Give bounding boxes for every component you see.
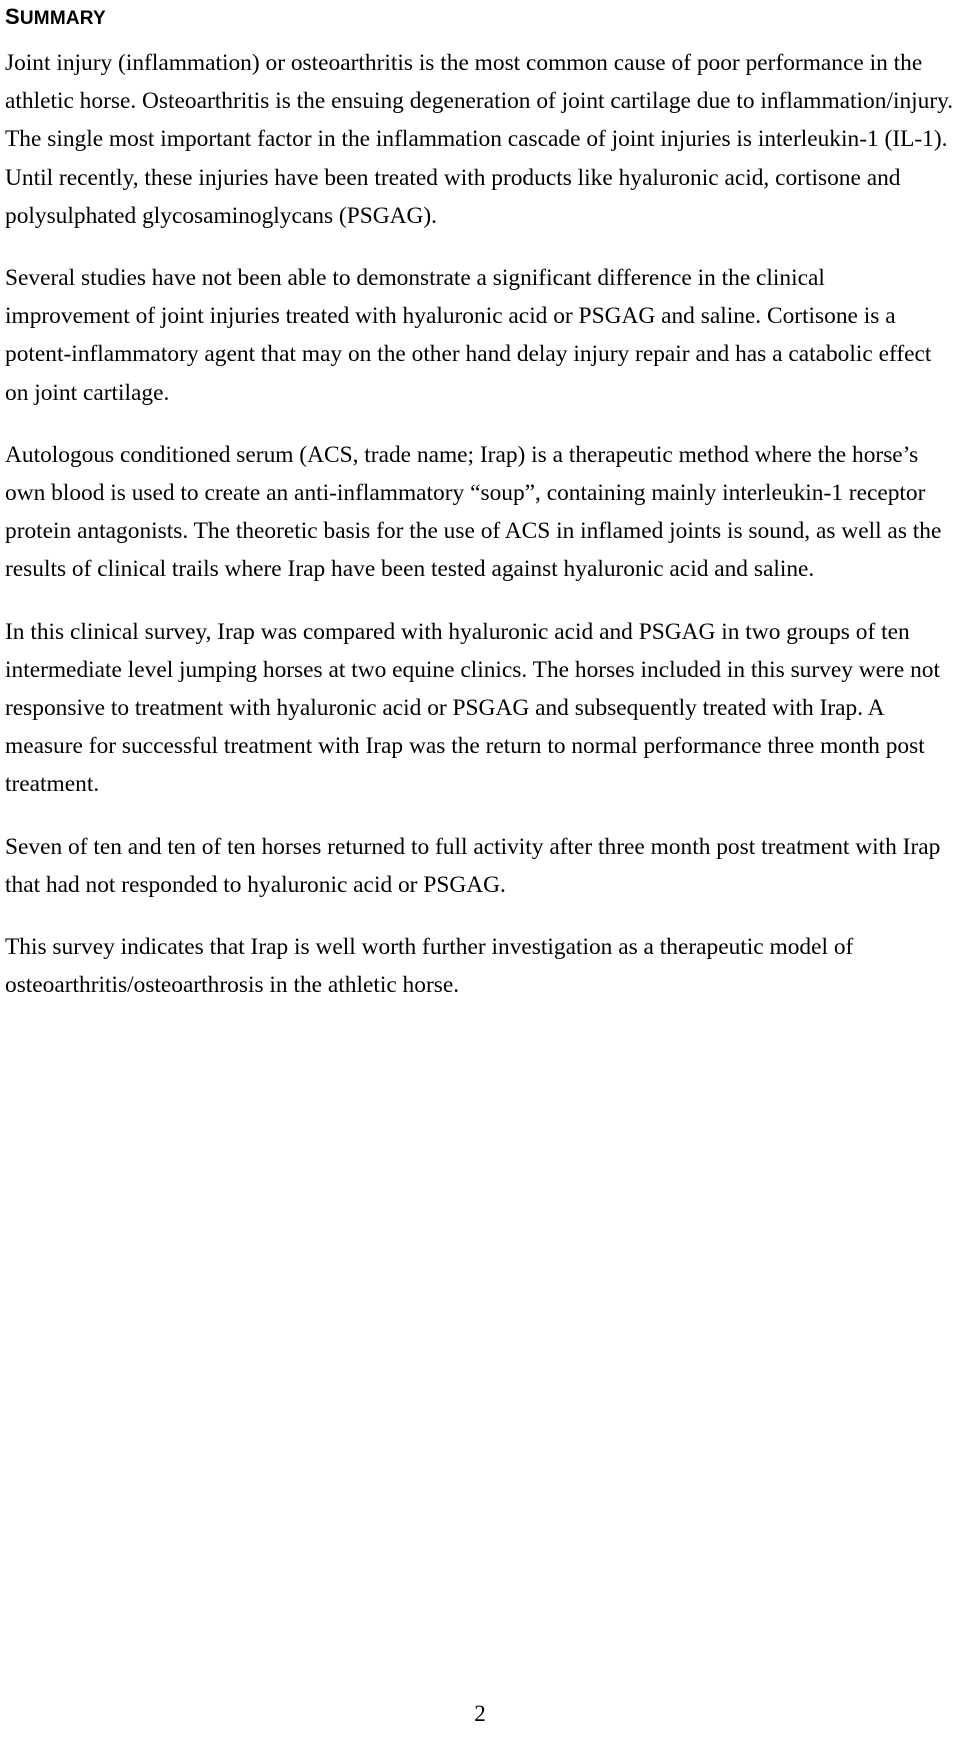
- paragraph-prior-studies: Several studies have not been able to demonstrate a significant difference in the clinical improvement of joint injuries treated with hyaluronic acid or PSGAG and saline. Cortisone is a potent-inflammatory agent that may on the other hand delay injury repair and has a catabolic effect on joint cartilage.: [5, 265, 932, 406]
- paragraph-clinical-survey: In this clinical survey, Irap was compared with hyaluronic acid and PSGAG in two groups of ten intermediate level jumping horses at two equine clinics. The horses included in this survey were not responsive to treatment with hyaluronic acid or PSGAG and subsequently treated with Irap. A measure for successful treatment with Irap was the return to normal performance three month post treatment.: [5, 618, 940, 798]
- section-heading: [5, 4, 106, 32]
- paragraph-results: Seven of ten and ten of ten horses returned to full activity after three month post treatment with Irap that had not responded to hyaluronic acid or PSGAG.: [5, 833, 941, 898]
- section-heading-initial: S: [5, 4, 20, 29]
- paragraph-acs-method: Autologous conditioned serum (ACS, trade name; Irap) is a therapeutic method where the horse’s own blood is used to create an anti-inflammatory “soup”, containing mainly interleukin-1 receptor protein antagonists. The theoretic basis for the use of ACS in inflamed joints is sound, as well as the results of clinical trails where Irap have been tested against hyaluronic acid and saline.: [5, 441, 942, 583]
- paragraph-conclusion: This survey indicates that Irap is well worth further investigation as a therapeutic model of osteoarthritis/osteoarthrosis in the athletic horse.: [5, 934, 854, 999]
- section-heading-rest: UMMARY: [19, 8, 106, 29]
- summary-body: [5, 44, 955, 1028]
- paragraph-intro: Joint injury (inflammation) or osteoarthritis is the most common cause of poor performance in the athletic horse. Osteoarthritis is the ensuing degeneration of joint cartilage due to inflammation/injury. The single most important factor in the inflammation cascade of joint injuries is interleukin-1 (IL-1). Until recently, these injuries have been treated with products like hyaluronic acid, cortisone and polysulphated glycosaminoglycans (PSGAG).: [5, 50, 954, 229]
- page-number: 2: [474, 1701, 486, 1726]
